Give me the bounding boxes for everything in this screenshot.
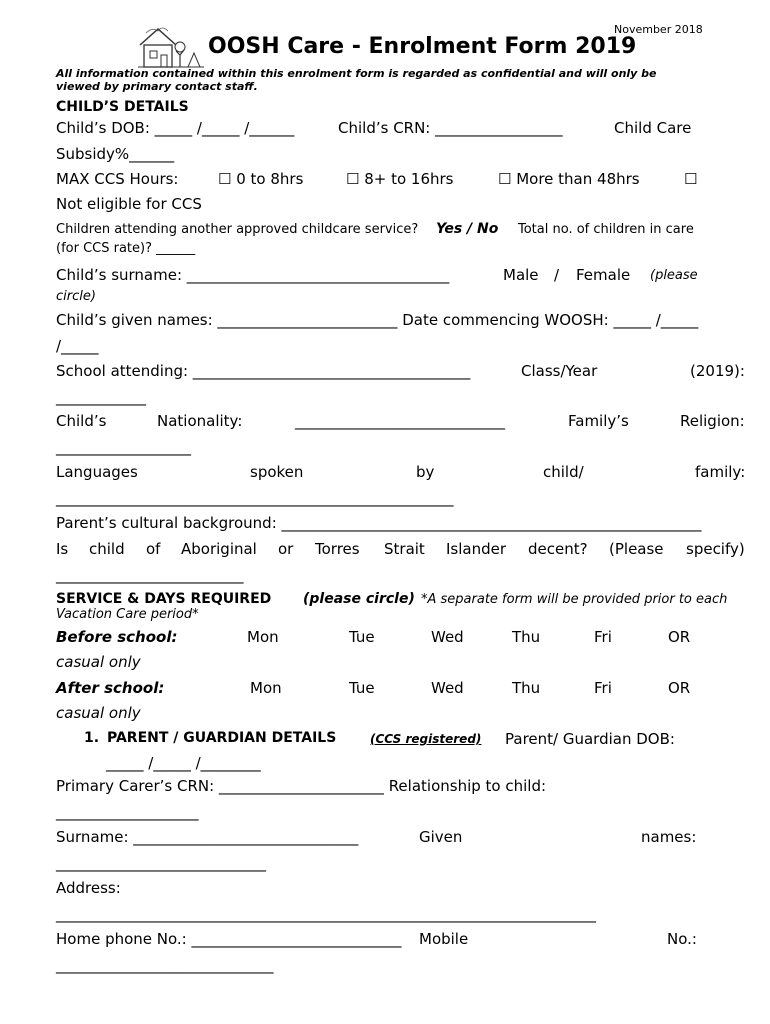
vacation-care-note-line1: *A separate form will be provided prior to each	[421, 592, 728, 607]
names-label: names:	[641, 828, 697, 846]
after-day-thu[interactable]: Thu	[512, 679, 541, 697]
aboriginal-word-1: child	[89, 540, 125, 558]
primary-carer-crn-field[interactable]: Primary Carer’s CRN: ______________________ Relationship to child:	[56, 777, 547, 795]
parent-given-names-field[interactable]: ____________________________	[56, 854, 266, 872]
gender-slash: /	[554, 266, 560, 284]
confidential-notice-line2: viewed by primary contact staff.	[56, 80, 258, 93]
not-eligible-label: Not eligible for CCS	[56, 195, 202, 213]
address-label: Address:	[56, 879, 121, 897]
form-date: November 2018	[614, 23, 703, 36]
aboriginal-word-8: decent?	[528, 540, 588, 558]
before-day-fri[interactable]: Fri	[594, 628, 612, 646]
childs-details-heading: CHILD’S DETAILS	[56, 99, 189, 115]
before-day-thu[interactable]: Thu	[512, 628, 541, 646]
before-school-label: Before school:	[56, 628, 178, 646]
before-or: OR	[668, 628, 691, 646]
page-title: OOSH Care - Enrolment Form 2019	[208, 34, 637, 59]
aboriginal-word-3: Aboriginal	[181, 540, 257, 558]
circle-note-cont: circle)	[56, 289, 96, 304]
parent-guardian-heading: PARENT / GUARDIAN DETAILS	[107, 730, 337, 746]
please-circle-note: (please	[650, 268, 698, 283]
school-attending-field[interactable]: School attending: _____________________________________	[56, 362, 471, 380]
date-commencing-cont[interactable]: /_____	[56, 337, 99, 355]
languages-word-2: by	[416, 463, 435, 481]
child-given-names-field[interactable]: Child’s given names: ________________________ Date commencing WOOSH: _____ /_____	[56, 311, 699, 329]
nationality-field[interactable]: ____________________________	[295, 412, 505, 430]
before-day-tue[interactable]: Tue	[349, 628, 375, 646]
child-surname-field[interactable]: Child’s surname: ___________________________________	[56, 266, 450, 284]
after-or: OR	[668, 679, 691, 697]
aboriginal-word-5: Torres	[315, 540, 360, 558]
after-school-label: After school:	[56, 679, 165, 697]
aboriginal-word-6: Strait	[384, 540, 425, 558]
home-phone-field[interactable]: Home phone No.: ____________________________	[56, 930, 402, 948]
other-service-question: Children attending another approved childcare service?	[56, 222, 419, 237]
after-casual-option[interactable]: casual only	[56, 704, 141, 722]
class-year-field[interactable]: ____________	[56, 388, 146, 406]
before-day-mon[interactable]: Mon	[247, 628, 279, 646]
languages-word-1: spoken	[250, 463, 304, 481]
aboriginal-word-0: Is	[56, 540, 69, 558]
year-2019-label: (2019):	[690, 362, 745, 380]
ccs-registered-label: (CCS registered)	[370, 732, 482, 746]
nationality-childs: Child’s	[56, 412, 107, 430]
parent-surname-field[interactable]: Surname: ______________________________	[56, 828, 359, 846]
religion-label: Religion:	[680, 412, 745, 430]
child-care-label: Child Care	[614, 119, 692, 137]
relationship-field[interactable]: ___________________	[56, 803, 199, 821]
languages-word-3: child/	[543, 463, 584, 481]
before-casual-option[interactable]: casual only	[56, 653, 141, 671]
languages-field[interactable]: _____________________________________________________	[56, 489, 454, 507]
aboriginal-word-9: (Please	[609, 540, 664, 558]
languages-word-4: family:	[695, 463, 746, 481]
familys-label: Family’s	[568, 412, 629, 430]
service-days-heading: SERVICE & DAYS REQUIRED	[56, 591, 272, 607]
given-label: Given	[419, 828, 463, 846]
after-day-wed[interactable]: Wed	[431, 679, 464, 697]
aboriginal-field[interactable]: _________________________	[56, 566, 244, 584]
yes-no-option[interactable]: Yes / No	[436, 221, 499, 237]
parent-dob-field[interactable]: _____ /_____ /________	[106, 754, 261, 772]
cultural-background-field[interactable]: Parent’s cultural background: ________________________________________________________	[56, 514, 702, 532]
child-dob-field[interactable]: Child’s DOB: _____ /_____ /______	[56, 119, 295, 137]
nationality-label: Nationality:	[157, 412, 243, 430]
parent-dob-label: Parent/ Guardian DOB:	[505, 730, 675, 748]
ccs-rate-field[interactable]: (for CCS rate)? ______	[56, 241, 196, 256]
ccs-option-not-eligible-checkbox[interactable]: ☐	[684, 170, 698, 188]
female-option[interactable]: Female	[576, 266, 631, 284]
mobile-no-label: No.:	[667, 930, 697, 948]
address-field[interactable]: ________________________________________________________________________	[56, 905, 596, 923]
parent-section-number: 1.	[84, 730, 100, 746]
class-year-label: Class/Year	[521, 362, 598, 380]
aboriginal-word-4: or	[278, 540, 294, 558]
aboriginal-word-7: Islander	[446, 540, 507, 558]
after-day-fri[interactable]: Fri	[594, 679, 612, 697]
aboriginal-word-10: specify)	[686, 540, 745, 558]
vacation-care-note-line2: Vacation Care period*	[56, 607, 199, 622]
before-day-wed[interactable]: Wed	[431, 628, 464, 646]
mobile-field[interactable]: _____________________________	[56, 956, 274, 974]
religion-field[interactable]: __________________	[56, 438, 191, 456]
male-option[interactable]: Male	[503, 266, 539, 284]
total-children-label: Total no. of children in care	[518, 222, 694, 237]
after-day-mon[interactable]: Mon	[250, 679, 282, 697]
ccs-option-48[interactable]: ☐ More than 48hrs	[498, 170, 640, 188]
mobile-label: Mobile	[419, 930, 469, 948]
subsidy-field[interactable]: Subsidy%______	[56, 145, 175, 163]
aboriginal-word-2: of	[146, 540, 161, 558]
ccs-option-8-16[interactable]: ☐ 8+ to 16hrs	[346, 170, 454, 188]
child-crn-field[interactable]: Child’s CRN: _________________	[338, 119, 563, 137]
max-ccs-label: MAX CCS Hours:	[56, 170, 179, 188]
after-day-tue[interactable]: Tue	[349, 679, 375, 697]
languages-word-0: Languages	[56, 463, 138, 481]
ccs-option-0-8[interactable]: ☐ 0 to 8hrs	[218, 170, 304, 188]
confidential-notice-line1: All information contained within this enrolment form is regarded as confidential and will only be	[56, 67, 657, 80]
please-circle-label: (please circle)	[303, 591, 415, 607]
